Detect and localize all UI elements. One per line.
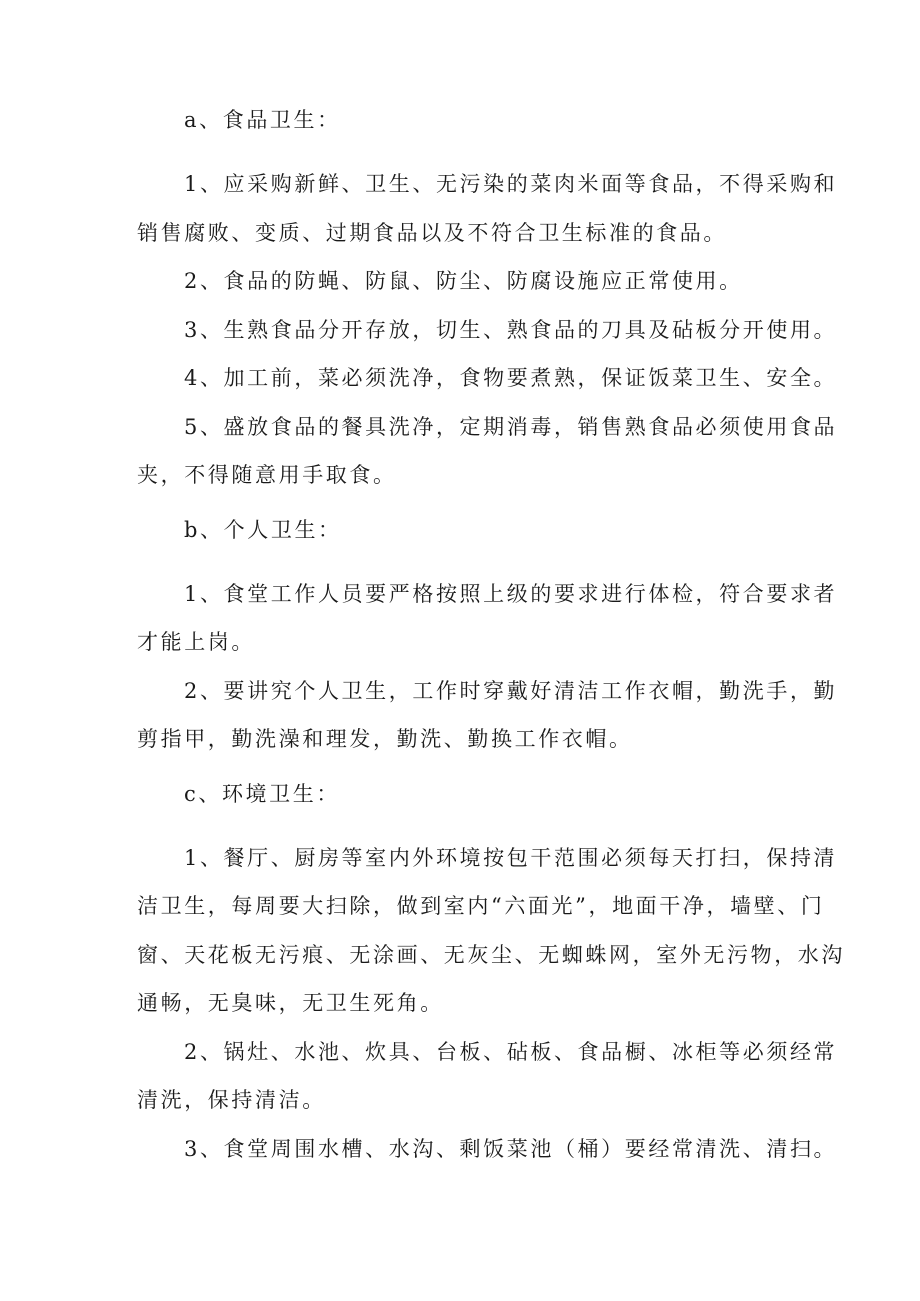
paragraph-line: 3、生熟食品分开存放，切生、熟食品的刀具及砧板分开使用。 (184, 318, 838, 342)
paragraph-line: 2、食品的防蝇、防鼠、防尘、防腐设施应正常使用。 (184, 269, 743, 293)
paragraph-line: 窗、天花板无污痕、无涂画、无灰尘、无蜘蛛网，室外无污物，水沟 (137, 943, 845, 967)
paragraph-line: 才能上岗。 (137, 630, 255, 654)
paragraph-line: 洁卫生，每周要大扫除，做到室内“六面光”，地面干净，墙壁、门 (137, 894, 825, 918)
paragraph-line: 1、食堂工作人员要严格按照上级的要求进行体检，符合要求者 (184, 582, 838, 606)
paragraph-line: 销售腐败、变质、过期食品以及不符合卫生标准的食品。 (137, 221, 727, 245)
paragraph-line: 2、要讲究个人卫生，工作时穿戴好清洁工作衣帽，勤洗手，勤 (184, 679, 838, 703)
paragraph-line: 2、锅灶、水池、炊具、台板、砧板、食品橱、冰柜等必须经常 (184, 1040, 838, 1064)
section-heading-environment-hygiene: c、环境卫生： (184, 782, 340, 806)
paragraph-line: 3、食堂周围水槽、水沟、剩饭菜池（桶）要经常清洗、清扫。 (184, 1137, 838, 1161)
section-heading-personal-hygiene: b、个人卫生： (184, 518, 342, 542)
paragraph-line: 清洗，保持清洁。 (137, 1088, 326, 1112)
paragraph-line: 剪指甲，勤洗澡和理发，勤洗、勤换工作衣帽。 (137, 727, 633, 751)
paragraph-line: 1、应采购新鲜、卫生、无污染的菜肉米面等食品，不得采购和 (184, 172, 838, 196)
paragraph-line: 通畅，无臭味，无卫生死角。 (137, 991, 444, 1015)
paragraph-line: 1、餐厅、厨房等室内外环境按包干范围必须每天打扫，保持清 (184, 846, 838, 870)
paragraph-line: 4、加工前，菜必须洗净，食物要煮熟，保证饭菜卫生、安全。 (184, 366, 838, 390)
paragraph-line: 5、盛放食品的餐具洗净，定期消毒，销售熟食品必须使用食品 (184, 415, 838, 439)
section-heading-food-hygiene: a、食品卫生： (184, 108, 341, 132)
paragraph-line: 夹，不得随意用手取食。 (137, 463, 397, 487)
